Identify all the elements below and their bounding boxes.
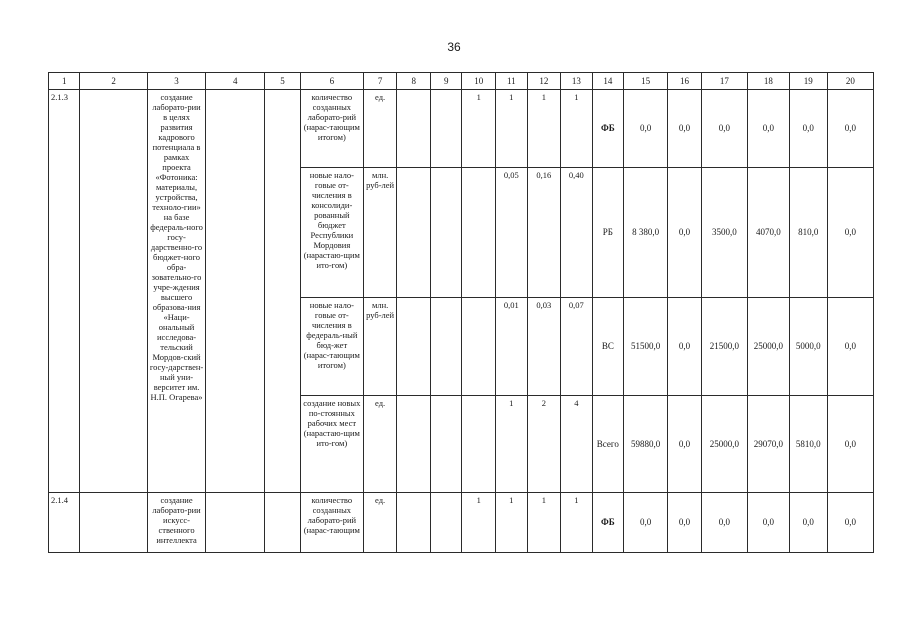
amount-cell: 0,0 [827,493,873,553]
empty-cell [430,493,461,553]
amount-cell: 0,0 [701,493,747,553]
col-header: 6 [300,73,363,90]
empty-cell [397,168,431,298]
empty-cell [397,90,431,168]
value-cell: 0,40 [561,168,592,298]
amount-cell: 8 380,0 [624,168,668,298]
amount-cell: 21500,0 [701,298,747,396]
amount-cell: 0,0 [747,493,789,553]
value-cell: 1 [527,90,561,168]
amount-cell: 0,0 [624,493,668,553]
col-header: 5 [265,73,301,90]
col-header: 11 [496,73,527,90]
unit-cell: ед. [363,90,397,168]
empty-cell [206,493,265,553]
amount-cell: 0,0 [668,396,702,493]
col-header: 4 [206,73,265,90]
unit-cell: млн. руб-лей [363,298,397,396]
col-header: 12 [527,73,561,90]
col-header: 9 [430,73,461,90]
table-row [49,493,874,553]
unit-cell: ед. [363,493,397,553]
value-cell: 1 [561,493,592,553]
amount-cell: 810,0 [789,168,827,298]
col-header: 10 [462,73,496,90]
empty-cell [397,396,431,493]
page-number: 36 [447,40,461,54]
col-header: 15 [624,73,668,90]
value-cell: 2 [527,396,561,493]
unit-cell: млн. руб-лей [363,168,397,298]
value-cell: 1 [496,493,527,553]
amount-cell: 0,0 [789,90,827,168]
value-cell [462,298,496,396]
amount-cell: 0,0 [668,168,702,298]
amount-cell: 0,0 [624,90,668,168]
col-header: 1 [49,73,80,90]
empty-cell [206,90,265,493]
value-cell: 1 [527,493,561,553]
amount-cell: 25000,0 [701,396,747,493]
empty-cell [430,168,461,298]
amount-cell: 0,0 [827,168,873,298]
source-cell: ФБ [592,90,623,168]
value-cell: 1 [496,396,527,493]
indicator-cell: новые нало-говые от-числения в консолиди-рованный бюджет Республики Мордовия (нарастаю-щим ито-гом) [300,168,363,298]
col-header: 14 [592,73,623,90]
col-header: 16 [668,73,702,90]
value-cell: 0,07 [561,298,592,396]
item-name: создание лаборато-рии искусс-ственного интеллекта [147,493,206,553]
empty-cell [430,396,461,493]
col-header: 7 [363,73,397,90]
source-cell: РБ [592,168,623,298]
col-header: 18 [747,73,789,90]
source-cell: ВС [592,298,623,396]
program-table [48,72,874,553]
value-cell: 0,16 [527,168,561,298]
amount-cell: 0,0 [668,298,702,396]
col-header: 3 [147,73,206,90]
amount-cell: 51500,0 [624,298,668,396]
empty-cell [397,298,431,396]
value-cell: 1 [561,90,592,168]
value-cell: 0,03 [527,298,561,396]
amount-cell: 0,0 [701,90,747,168]
col-header: 8 [397,73,431,90]
amount-cell: 0,0 [827,396,873,493]
value-cell: 1 [462,90,496,168]
value-cell [462,396,496,493]
empty-cell [265,90,301,493]
value-cell: 1 [462,493,496,553]
value-cell: 1 [496,90,527,168]
indicator-cell: новые нало-говые от-числения в федераль-ный бюд-жет (нарас-тающим итогом) [300,298,363,396]
amount-cell: 0,0 [827,90,873,168]
value-cell: 0,01 [496,298,527,396]
item-number: 2.1.4 [49,493,80,553]
amount-cell: 25000,0 [747,298,789,396]
amount-cell: 4070,0 [747,168,789,298]
item-name: создание лаборато-рии в целях развития кадрового потенциала в рамках проекта «Фотоника: материалы, устройства, техноло-гии» на базе федераль-ного госу-дарственно-го бюджет-ного обра-зовательно-го учре-ждения высшего образова-ния «Наци-ональный исследова-тельский Мордов-ский госу-дарствен-ный уни-верситет им. Н.П. Огарева» [147,90,206,493]
unit-cell: ед. [363,396,397,493]
header-row [49,73,874,90]
source-cell: Всего [592,396,623,493]
amount-cell: 29070,0 [747,396,789,493]
indicator-cell: создание новых по-стоянных рабочих мест (нарастаю-щим ито-гом) [300,396,363,493]
value-cell: 0,05 [496,168,527,298]
col-header: 2 [80,73,147,90]
table-row [49,90,874,168]
col-header: 20 [827,73,873,90]
value-cell: 4 [561,396,592,493]
value-cell [462,168,496,298]
empty-cell [80,493,147,553]
amount-cell: 3500,0 [701,168,747,298]
empty-cell [397,493,431,553]
col-header: 19 [789,73,827,90]
amount-cell: 0,0 [747,90,789,168]
amount-cell: 0,0 [668,493,702,553]
indicator-cell: количество созданных лаборато-рий (нарас-тающим итогом) [300,90,363,168]
amount-cell: 0,0 [789,493,827,553]
amount-cell: 5810,0 [789,396,827,493]
amount-cell: 0,0 [827,298,873,396]
empty-cell [80,90,147,493]
empty-cell [430,90,461,168]
empty-cell [265,493,301,553]
indicator-cell: количество созданных лаборато-рий (нарас-тающим [300,493,363,553]
amount-cell: 59880,0 [624,396,668,493]
item-number: 2.1.3 [49,90,80,493]
source-cell: ФБ [592,493,623,553]
amount-cell: 0,0 [668,90,702,168]
col-header: 13 [561,73,592,90]
empty-cell [430,298,461,396]
amount-cell: 5000,0 [789,298,827,396]
col-header: 17 [701,73,747,90]
